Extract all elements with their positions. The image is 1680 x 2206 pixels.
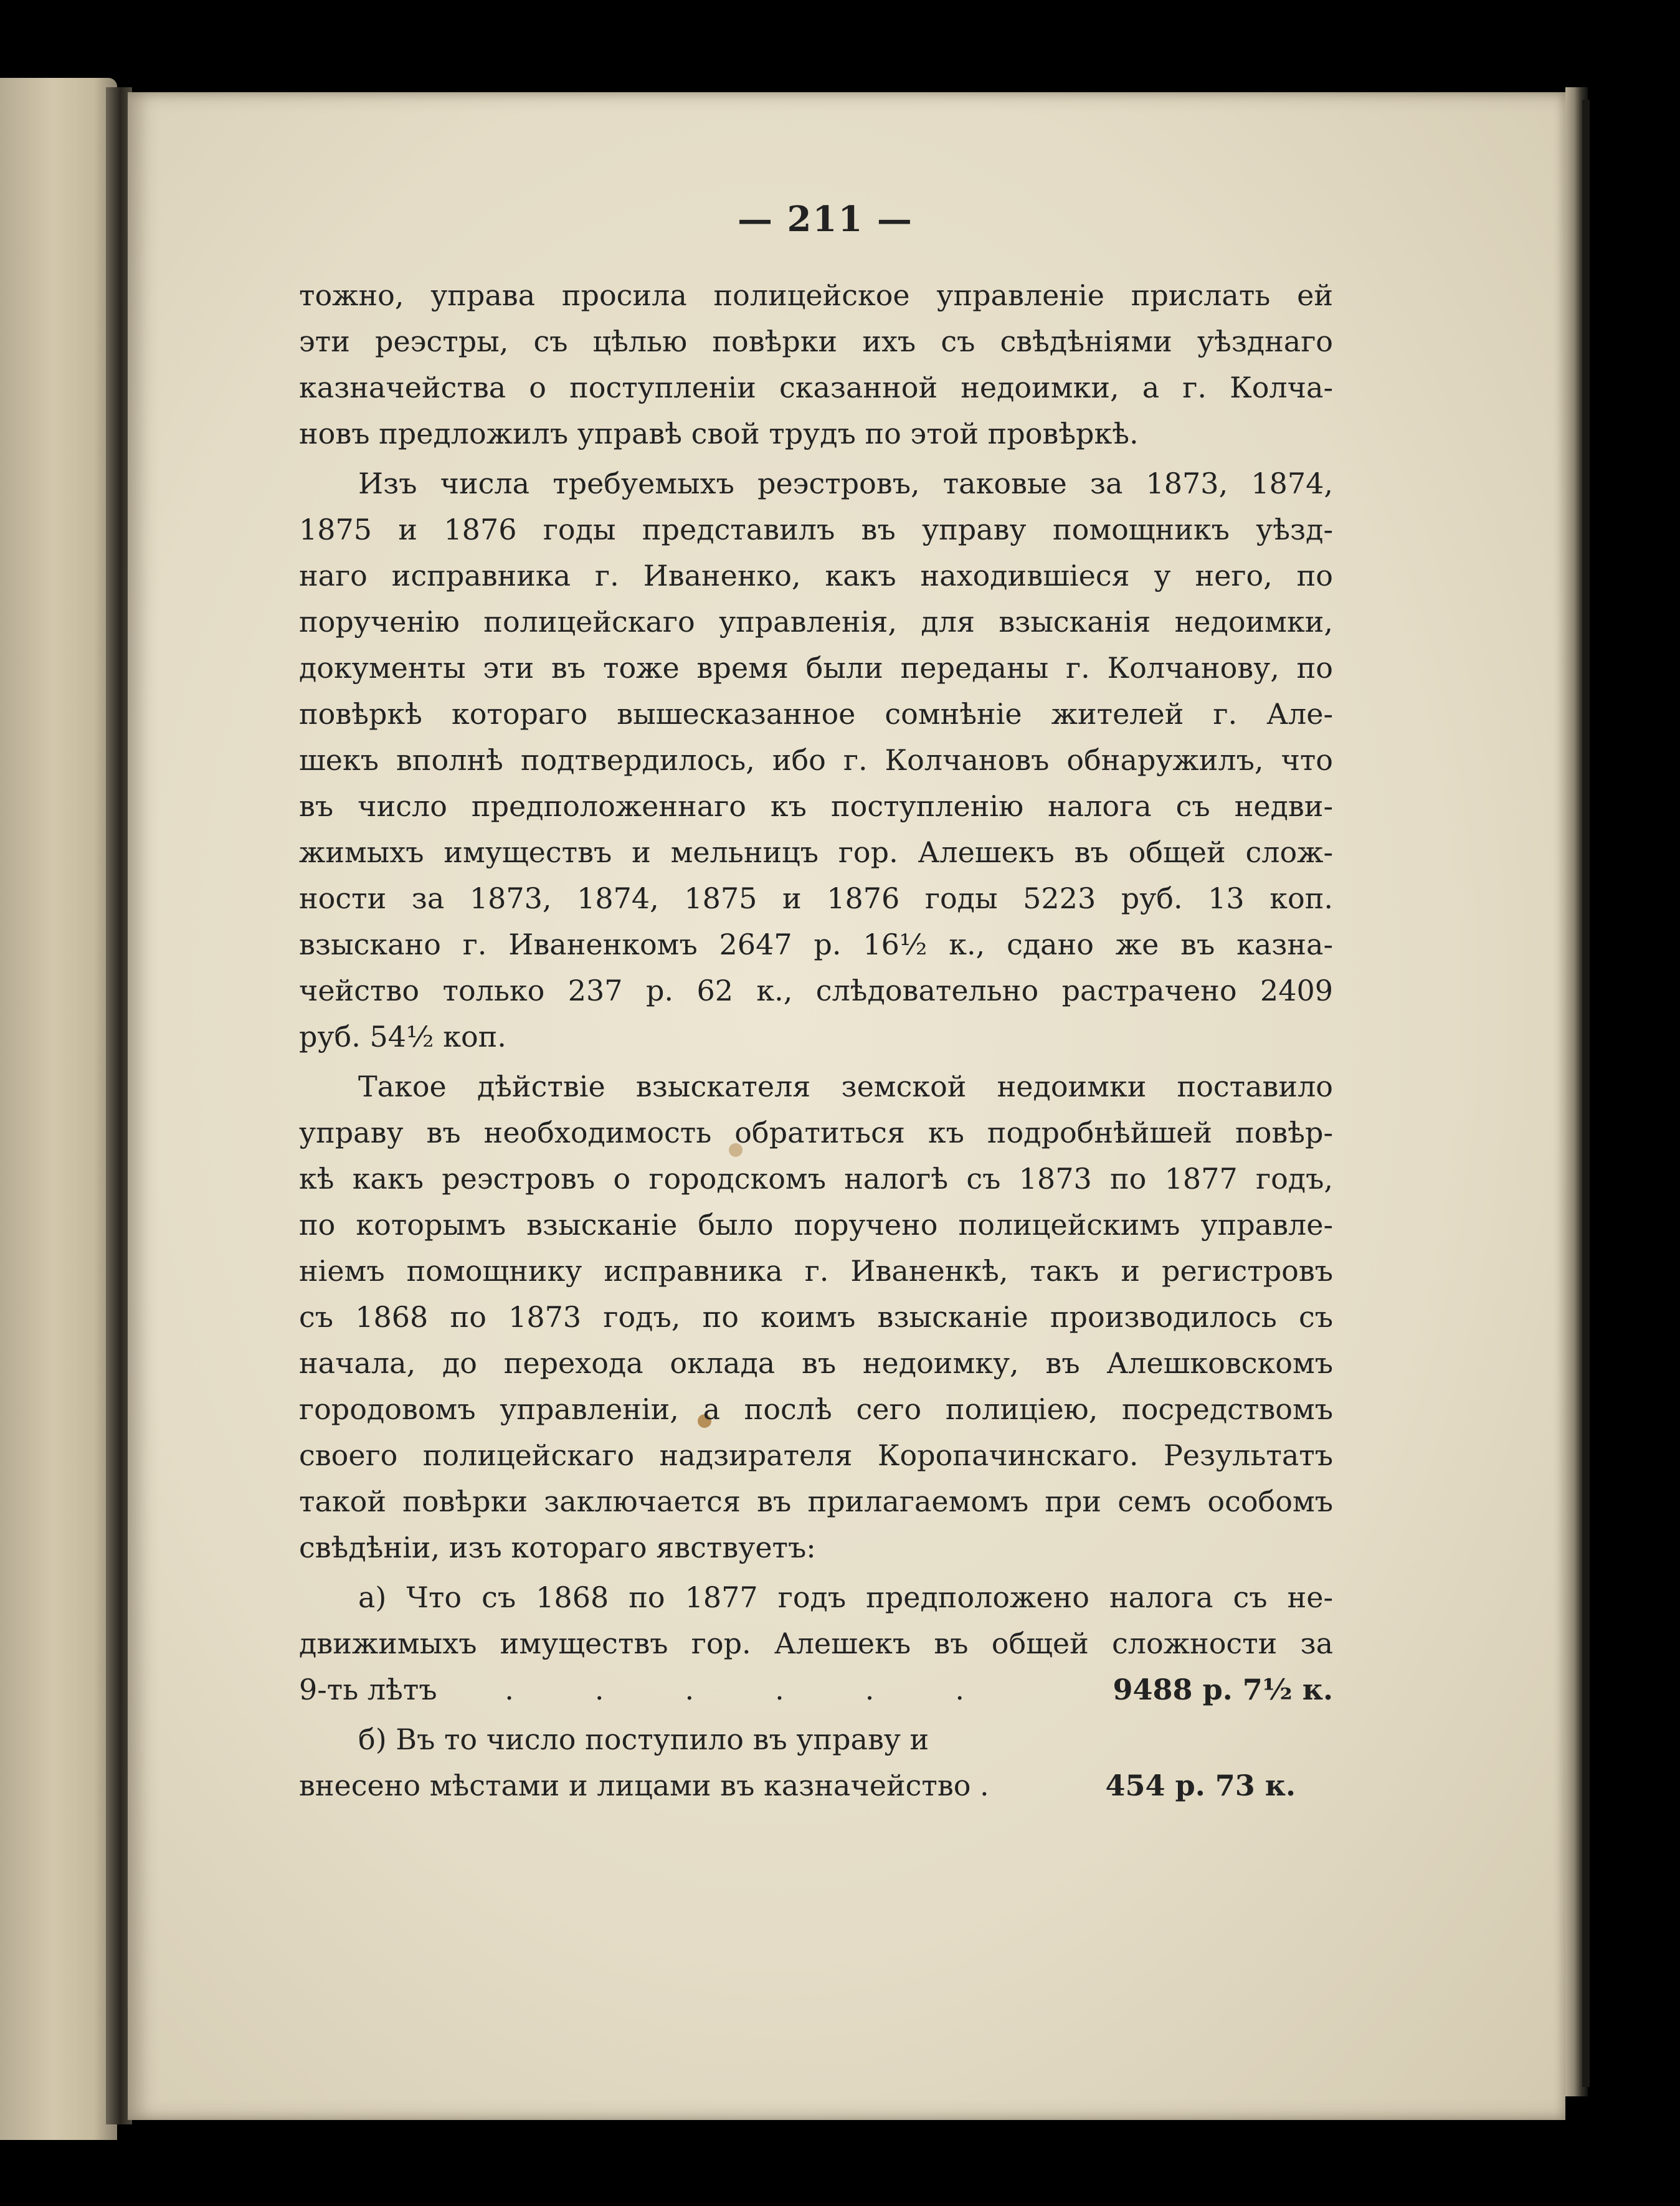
text-line: шекъ вполнѣ подтвердилось, ибо г. Колчановъ обнаружилъ, что	[299, 743, 1333, 777]
item-a-label: 9-ть лѣтъ	[299, 1673, 437, 1706]
item-b-total-row	[299, 1762, 1333, 1809]
text-line: городовомъ управленіи, а послѣ сего полиціею, посредствомъ	[299, 1392, 1333, 1426]
text-line: порученію полицейскаго управленія, для взысканія недоимки,	[299, 605, 1333, 639]
paragraph-1	[299, 272, 1333, 457]
page-text	[299, 196, 1333, 1812]
right-page-shadow	[1582, 100, 1590, 2087]
text-line: начала, до перехода оклада въ недоимку, въ Алешковскомъ	[299, 1346, 1333, 1380]
text-line: взыскано г. Иваненкомъ 2647 р. 16½ к., сдано же въ казна-	[299, 928, 1333, 961]
text-line: своего полицейскаго надзирателя Коропачинскаго. Результатъ	[299, 1438, 1333, 1472]
text-line: ніемъ помощнику исправника г. Иваненкѣ, такъ и регистровъ	[299, 1254, 1333, 1288]
item-a-total-row	[299, 1666, 1333, 1713]
text-line: 1875 и 1876 годы представилъ въ управу помощникъ уѣзд-	[299, 513, 1333, 546]
text-line: свѣдѣніи, изъ котораго явствуетъ:	[299, 1531, 816, 1564]
item-a-amount: 9488 р. 7½ к.	[1113, 1673, 1333, 1706]
text-line: наго исправника г. Иваненко, какъ находившіеся у него, по	[299, 559, 1333, 592]
item-a	[299, 1574, 1333, 1713]
text-line: документы эти въ тоже время были переданы г. Колчанову, по	[299, 651, 1333, 685]
text-line: Изъ числа требуемыхъ реэстровъ, таковые за 1873, 1874,	[358, 467, 1333, 500]
item-b-label: внесено мѣстами и лицами въ казначейство .	[299, 1769, 989, 1802]
text-line: повѣркѣ котораго вышесказанное сомнѣніе жителей г. Але-	[299, 697, 1333, 731]
text-line: чейство только 237 р. 62 к., слѣдовательно растрачено 2409	[299, 974, 1333, 1007]
leader-dots: ......	[505, 1673, 1045, 1706]
text-line: Такое дѣйствіе взыскателя земской недоимки поставило	[358, 1070, 1333, 1103]
text-line: такой повѣрки заключается въ прилагаемомъ при семъ особомъ	[299, 1485, 1333, 1518]
text-line: по которымъ взысканіе было поручено полицейскимъ управле-	[299, 1208, 1333, 1242]
text-line: кѣ какъ реэстровъ о городскомъ налогѣ съ 1873 по 1877 годъ,	[299, 1162, 1333, 1196]
paragraph-3	[299, 1063, 1333, 1571]
text-line: жимыхъ имуществъ и мельницъ гор. Алешекъ въ общей слож-	[299, 835, 1333, 869]
text-line: а) Что съ 1868 по 1877 годъ предположено налога съ не-	[358, 1581, 1333, 1614]
text-line: движимыхъ имуществъ гор. Алешекъ въ общей сложности за	[299, 1627, 1333, 1660]
text-line: ности за 1873, 1874, 1875 и 1876 годы 5223 руб. 13 коп.	[299, 882, 1333, 915]
text-line: казначейства о поступленіи сказанной недоимки, а г. Колча-	[299, 371, 1333, 404]
text-line: въ число предположеннаго къ поступленію налога съ недви-	[299, 789, 1333, 823]
text-line: эти реэстры, съ цѣлью повѣрки ихъ съ свѣдѣніями уѣзднаго	[299, 325, 1333, 358]
text-line: б) Въ то число поступило въ управу и	[358, 1723, 929, 1756]
text-line: управу въ необходимость обратиться къ подробнѣйшей повѣр-	[299, 1116, 1333, 1149]
text-line: съ 1868 по 1873 годъ, по коимъ взысканіе производилось съ	[299, 1300, 1333, 1334]
item-b	[299, 1716, 1333, 1809]
paragraph-2	[299, 460, 1333, 1060]
text-line: тожно, управа просила полицейское управленіе прислать ей	[299, 278, 1333, 312]
text-line: руб. 54½ коп.	[299, 1020, 506, 1053]
left-page-edge	[0, 78, 117, 2140]
item-b-amount: 454 р. 73 к.	[1105, 1769, 1296, 1802]
text-line: новъ предложилъ управѣ свой трудъ по этой провѣркѣ.	[299, 417, 1139, 450]
page-number: — 211 —	[738, 199, 913, 240]
